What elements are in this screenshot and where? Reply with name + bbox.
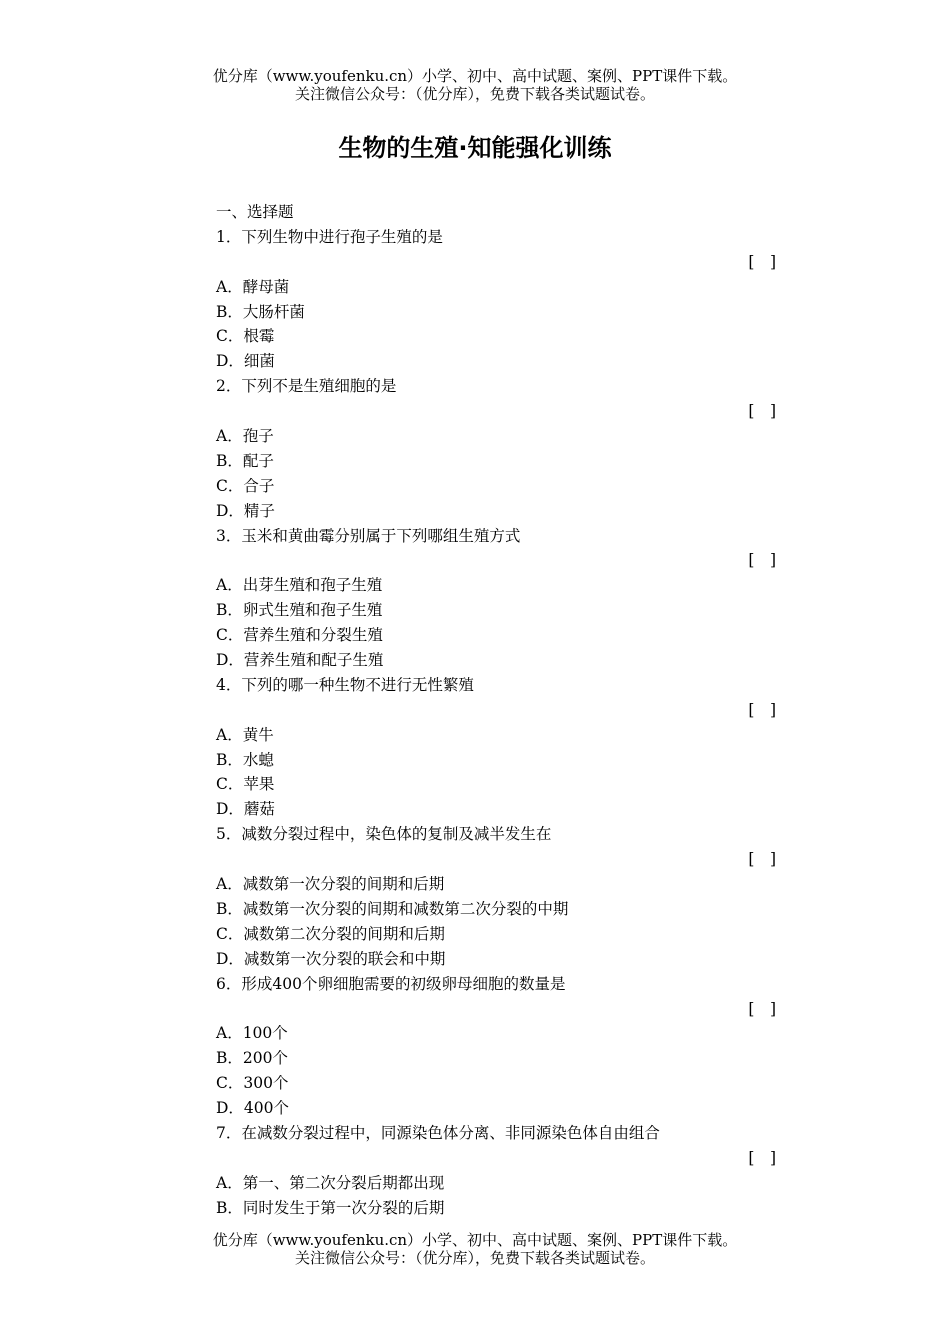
answer-option: A．孢子 xyxy=(216,427,274,446)
answer-option: B．水螅 xyxy=(216,750,274,769)
footer-line-1: 优分库（www.youfenku.cn）小学、初中、高中试题、案例、PPT课件下载。 xyxy=(212,1231,738,1249)
answer-option: D．细菌 xyxy=(216,352,275,371)
answer-option: C．根霉 xyxy=(216,327,275,346)
answer-option: A．酵母菌 xyxy=(216,277,290,296)
answer-option: D．400个 xyxy=(216,1099,290,1118)
question-stem: 5．减数分裂过程中，染色体的复制及减半发生在 xyxy=(216,825,552,844)
answer-option: A．减数第一次分裂的间期和后期 xyxy=(216,875,445,894)
header-line-2: 关注微信公众号：（优分库），免费下载各类试题试卷。 xyxy=(294,85,655,103)
questions-container xyxy=(216,225,780,1221)
footer-line-2: 关注微信公众号：（优分库），免费下载各类试题试卷。 xyxy=(294,1249,655,1267)
question-stem: 4．下列的哪一种生物不进行无性繁殖 xyxy=(216,675,474,694)
question-stem: 2．下列不是生殖细胞的是 xyxy=(216,377,397,396)
answer-option: D．蘑菇 xyxy=(216,800,275,819)
answer-option: C．减数第二次分裂的间期和后期 xyxy=(216,924,445,943)
answer-option: A．黄牛 xyxy=(216,725,274,744)
answer-bracket: [ ] xyxy=(748,850,776,869)
answer-option: B．配子 xyxy=(216,451,274,470)
answer-option: B．同时发生于第一次分裂的后期 xyxy=(216,1198,445,1217)
question-stem: 1．下列生物中进行孢子生殖的是 xyxy=(216,227,443,246)
page-footer xyxy=(0,1231,950,1267)
question-stem: 3．玉米和黄曲霉分别属于下列哪组生殖方式 xyxy=(216,526,521,545)
answer-option: D．精子 xyxy=(216,501,275,520)
page-header xyxy=(0,67,950,103)
question-stem: 7．在减数分裂过程中，同源染色体分离、非同源染色体自由组合 xyxy=(216,1123,660,1142)
answer-bracket: [ ] xyxy=(748,402,776,421)
answer-option: B．减数第一次分裂的间期和减数第二次分裂的中期 xyxy=(216,899,569,918)
answer-bracket: [ ] xyxy=(748,252,776,271)
question-stem: 6．形成400个卵细胞需要的初级卵母细胞的数量是 xyxy=(216,974,566,993)
answer-option: C．营养生殖和分裂生殖 xyxy=(216,626,383,645)
answer-option: D．营养生殖和配子生殖 xyxy=(216,651,384,670)
answer-option: B．大肠杆菌 xyxy=(216,302,305,321)
answer-option: D．减数第一次分裂的联会和中期 xyxy=(216,949,446,968)
section-heading: 一、选择题 xyxy=(216,203,294,221)
answer-option: B．卵式生殖和孢子生殖 xyxy=(216,601,383,620)
answer-bracket: [ ] xyxy=(748,551,776,570)
answer-bracket: [ ] xyxy=(748,700,776,719)
answer-bracket: [ ] xyxy=(748,1148,776,1167)
answer-option: C．苹果 xyxy=(216,775,275,794)
question-list xyxy=(216,200,780,1221)
answer-option: C．300个 xyxy=(216,1074,289,1093)
answer-option: C．合子 xyxy=(216,476,275,495)
answer-option: B．200个 xyxy=(216,1049,288,1068)
answer-bracket: [ ] xyxy=(748,999,776,1018)
answer-option: A．100个 xyxy=(216,1024,288,1043)
page-title: 生物的生殖·知能强化训练 xyxy=(338,134,612,162)
header-line-1: 优分库（www.youfenku.cn）小学、初中、高中试题、案例、PPT课件下载。 xyxy=(212,67,738,85)
answer-option: A．第一、第二次分裂后期都出现 xyxy=(216,1173,445,1192)
answer-option: A．出芽生殖和孢子生殖 xyxy=(216,576,383,595)
